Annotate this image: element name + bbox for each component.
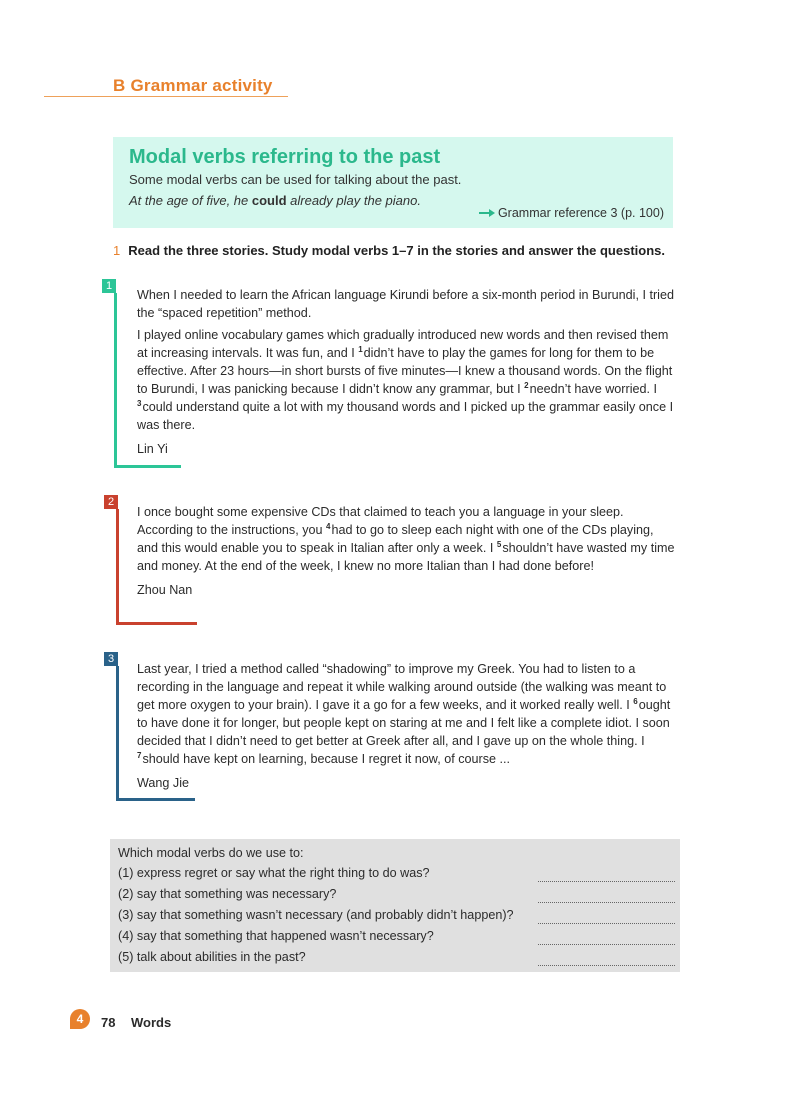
section-title <box>113 76 273 96</box>
question-row <box>118 908 670 928</box>
story-text-segment: I played online vocabulary games which gradually introduced new words and then revised them at increasing intervals. It was fun, and I <box>137 328 669 360</box>
modal-marker: 6 <box>633 697 638 706</box>
story-paragraph: When I needed to learn the African language Kirundi before a six-month period in Burundi, I tried the “spaced repetition” method. <box>137 288 674 320</box>
modal-marker: 1 <box>358 345 363 354</box>
exercise-number: 1 <box>113 243 121 258</box>
story-paragraph <box>137 660 677 768</box>
modal-marker: 4 <box>326 522 331 531</box>
story-text-segment: could understand quite a lot with my thousand words and I picked up the grammar easily once I was there. <box>137 400 674 432</box>
story-author: Zhou Nan <box>137 583 193 597</box>
unit-badge: 4 <box>70 1009 90 1029</box>
page-number: 78 <box>101 1015 116 1030</box>
question-text: (5) talk about abilities in the past? <box>118 950 306 964</box>
question-row <box>118 887 670 907</box>
example-start: At the age of five, he <box>129 193 252 208</box>
answer-field[interactable] <box>538 965 675 966</box>
story-text-segment: needn’t have worried. I <box>529 382 657 396</box>
arrow-right-icon <box>479 209 495 217</box>
story-text-segment: ought to have done it for longer, but people kept on staring at me and I felt like a complete idiot. I soon decided that I didn’t need to get better at Greek after all, and I gave up on the whole thing. I <box>137 698 671 748</box>
info-box-title: Modal verbs referring to the past <box>129 146 441 168</box>
info-box-example <box>129 193 421 208</box>
story-author: Wang Jie <box>137 776 190 790</box>
story-number-badge: 2 <box>104 495 118 509</box>
section-letter: B <box>113 76 126 95</box>
answer-field[interactable] <box>538 881 675 882</box>
example-end: already play the piano. <box>286 193 421 208</box>
questions-box <box>110 839 680 972</box>
story-text-segment: had to go to sleep each night with one of the CDs playing, and this would enable you to speak in Italian after only a week. I <box>137 523 654 555</box>
section-title-text: Grammar activity <box>130 76 273 95</box>
story-text-segment: should have kept on learning, because I regret it now, of course ... <box>142 752 510 766</box>
exercise-instruction-text: Read the three stories. Study modal verbs 1–7 in the stories and answer the questions. <box>128 243 665 258</box>
story-paragraph <box>137 503 677 575</box>
grammar-reference-text: Grammar reference 3 (p. 100) <box>497 206 664 220</box>
question-row <box>118 929 670 949</box>
story-1 <box>137 286 677 458</box>
story-number-badge: 1 <box>102 279 116 293</box>
story-number-badge: 3 <box>104 652 118 666</box>
page-label: Words <box>131 1015 172 1030</box>
questions-title: Which modal verbs do we use to: <box>118 846 304 860</box>
question-text: (3) say that something wasn’t necessary (and probably didn’t happen)? <box>118 908 514 922</box>
answer-field[interactable] <box>538 902 675 903</box>
story-author: Lin Yi <box>137 442 168 456</box>
question-text: (1) express regret or say what the right thing to do was? <box>118 866 430 880</box>
example-bold-word: could <box>251 193 287 208</box>
modal-marker: 7 <box>137 751 142 760</box>
grammar-info-box <box>113 137 673 228</box>
modal-marker: 3 <box>137 399 142 408</box>
answer-field[interactable] <box>538 944 675 945</box>
modal-marker: 5 <box>496 540 502 549</box>
story-3 <box>137 660 677 792</box>
info-box-description: Some modal verbs can be used for talking about the past. <box>129 172 462 187</box>
answer-field[interactable] <box>538 923 675 924</box>
question-row <box>118 950 670 970</box>
question-text: (4) say that something that happened wasn’t necessary? <box>118 929 434 943</box>
story-text-segment: I once bought some expensive CDs that claimed to teach you a language in your sleep. According to the instructions, you <box>137 505 624 537</box>
question-text: (2) say that something was necessary? <box>118 887 337 901</box>
modal-marker: 2 <box>524 381 529 390</box>
story-paragraph <box>137 326 677 434</box>
section-divider <box>44 96 288 97</box>
story-text-segment: didn’t have to play the games for long for them to be effective. After 23 hours—in short bursts of five minutes—I knew a thousand words. On the flight to Burundi, I was panicking because I didn’t know any grammar, but I <box>137 346 673 396</box>
question-row <box>118 866 670 886</box>
story-text-segment: Last year, I tried a method called “shadowing” to improve my Greek. You had to listen to a recording in the language and repeat it while walking around outside (the walking was meant to get more oxygen to your brain). I gave it a go for a few weeks, and it worked really well. I <box>137 662 667 712</box>
story-text-segment: shouldn’t have wasted my time and money. At the end of the week, I knew no more Italian than I had done before! <box>137 541 675 573</box>
story-2 <box>137 503 677 599</box>
exercise-instruction <box>113 243 665 258</box>
grammar-reference-link[interactable] <box>479 206 664 220</box>
